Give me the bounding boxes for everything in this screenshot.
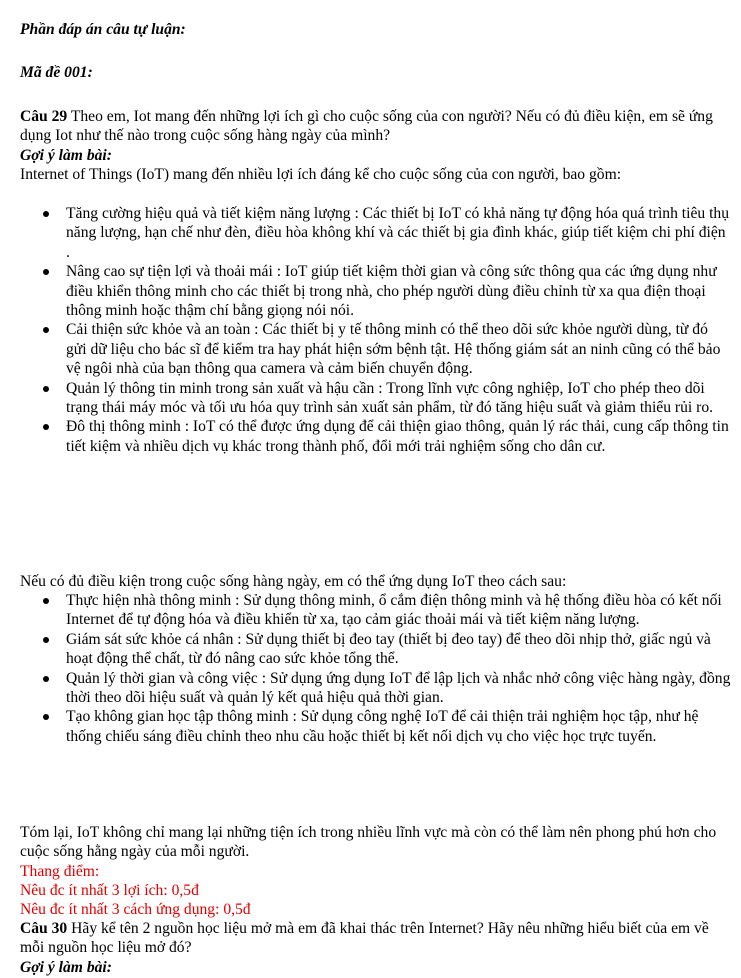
- bullet-icon: [43, 598, 49, 604]
- scoring-title: Thang điểm:: [20, 863, 100, 880]
- list-item: Thực hiện nhà thông minh : Sử dụng thông minh, ổ cắm điện thông minh và hệ thống điều hòa có kết nối Internet để tự động hóa và điều khiển từ xa, tạo cảm giác thoải mái và tiết kiệm năng lượng.: [20, 591, 732, 630]
- scoring-line-1: Nêu đc ít nhất 3 lợi ích: 0,5đ: [20, 882, 199, 899]
- bullet-icon: [43, 637, 49, 643]
- section-title: Phần đáp án câu tự luận:: [20, 21, 186, 38]
- bullet-icon: [43, 714, 49, 720]
- list-item: Quản lý thời gian và công việc : Sử dụng ứng dụng IoT để lập lịch và nhắc nhở công việc hàng ngày, đồng thời theo dõi hiệu suất và quản lý kết quả hiệu quả thời gian.: [20, 669, 732, 708]
- question-30-text: Hãy kể tên 2 nguồn học liệu mở mà em đã khai thác trên Internet? Hãy nêu những hiểu biết của em về mỗi nguồn học liệu mở đó?: [20, 920, 709, 957]
- bullet-icon: [43, 676, 49, 682]
- question-29-label: Câu 29: [20, 108, 68, 125]
- bullet-icon: [43, 327, 49, 333]
- list-item: Tăng cường hiệu quả và tiết kiệm năng lượng : Các thiết bị IoT có khả năng tự động hóa quá trình tiêu thụ năng lượng, hạn chế như đèn, điều hòa không khí và các thiết bị gia đình khác, giúp tiết kiệm chi phí điện .: [20, 204, 732, 262]
- question-29: [20, 107, 732, 146]
- bullet-icon: [43, 211, 49, 217]
- question-29-intro: Internet of Things (IoT) mang đến nhiều lợi ích đáng kể cho cuộc sống của con người, bao gồm:: [20, 166, 622, 183]
- scoring-line-2: Nêu đc ít nhất 3 cách ứng dụng: 0,5đ: [20, 901, 251, 918]
- question-30: [20, 919, 732, 958]
- applications-intro: Nếu có đủ điều kiện trong cuộc sống hàng ngày, em có thể ứng dụng IoT theo cách sau:: [20, 573, 567, 590]
- exam-code: Mã đề 001:: [20, 64, 93, 81]
- question-29-text: Theo em, Iot mang đến những lợi ích gì cho cuộc sống của con người? Nếu có đủ điều kiện, em sẽ ứng dụng Iot như thế nào trong cuộc sống hàng ngày của mình?: [20, 108, 713, 145]
- list-item: Giám sát sức khỏe cá nhân : Sử dụng thiết bị đeo tay (thiết bị đeo tay) để theo dõi nhịp thở, giấc ngủ và hoạt động thể chất, từ đó nâng cao sức khỏe tổng thể.: [20, 630, 732, 669]
- bullet-icon: [43, 269, 49, 275]
- bullet-icon: [43, 424, 49, 430]
- list-item: Cải thiện sức khỏe và an toàn : Các thiết bị y tế thông minh có thể theo dõi sức khỏe người dùng, từ đó gửi dữ liệu cho bác sĩ để kiểm tra hay phát hiện sớm bệnh tật. Hệ thống giám sát an ninh cũng có thể bảo vệ ngôi nhà của bạn thông qua camera và cảm biến chuyển động.: [20, 320, 732, 378]
- question-30-label: Câu 30: [20, 920, 68, 937]
- applications-list: [20, 591, 732, 746]
- benefits-list: [20, 204, 732, 456]
- question-29-hint: Gợi ý làm bài:: [20, 147, 112, 164]
- list-item: Nâng cao sự tiện lợi và thoải mái : IoT giúp tiết kiệm thời gian và công sức thông qua các ứng dụng như điều khiển thông minh cho các thiết bị trong nhà, cho phép người dùng điều chỉnh từ xa qua điện thoại thông minh hoặc thậm chí bằng giọng nói nói.: [20, 262, 732, 320]
- list-item: Đô thị thông minh : IoT có thể được ứng dụng để cải thiện giao thông, quản lý rác thải, cung cấp thông tin tiết kiệm và nhiều dịch vụ khác trong thành phố, đổi mới trải nghiệm sống cho dân cư.: [20, 417, 732, 456]
- list-item: Quản lý thông tin minh trong sản xuất và hậu cần : Trong lĩnh vực công nghiệp, IoT cho phép theo dõi trạng thái máy móc và tối ưu hóa quy trình sản xuất sản phẩm, từ đó tăng hiệu suất và giảm thiểu rủi ro.: [20, 379, 732, 418]
- question-30-hint: Gợi ý làm bài:: [20, 959, 112, 976]
- bullet-icon: [43, 386, 49, 392]
- conclusion: Tóm lại, IoT không chỉ mang lại những tiện ích trong nhiều lĩnh vực mà còn có thể làm nên phong phú hơn cho cuộc sống hằng ngày của mỗi người.: [20, 824, 717, 861]
- list-item: Tạo không gian học tập thông minh : Sử dụng công nghệ IoT để cải thiện trải nghiệm học tập, như hệ thống chiếu sáng điều chỉnh theo nhu cầu hoặc thiết bị kết nối dịch vụ cho việc học trực tuyến.: [20, 707, 732, 746]
